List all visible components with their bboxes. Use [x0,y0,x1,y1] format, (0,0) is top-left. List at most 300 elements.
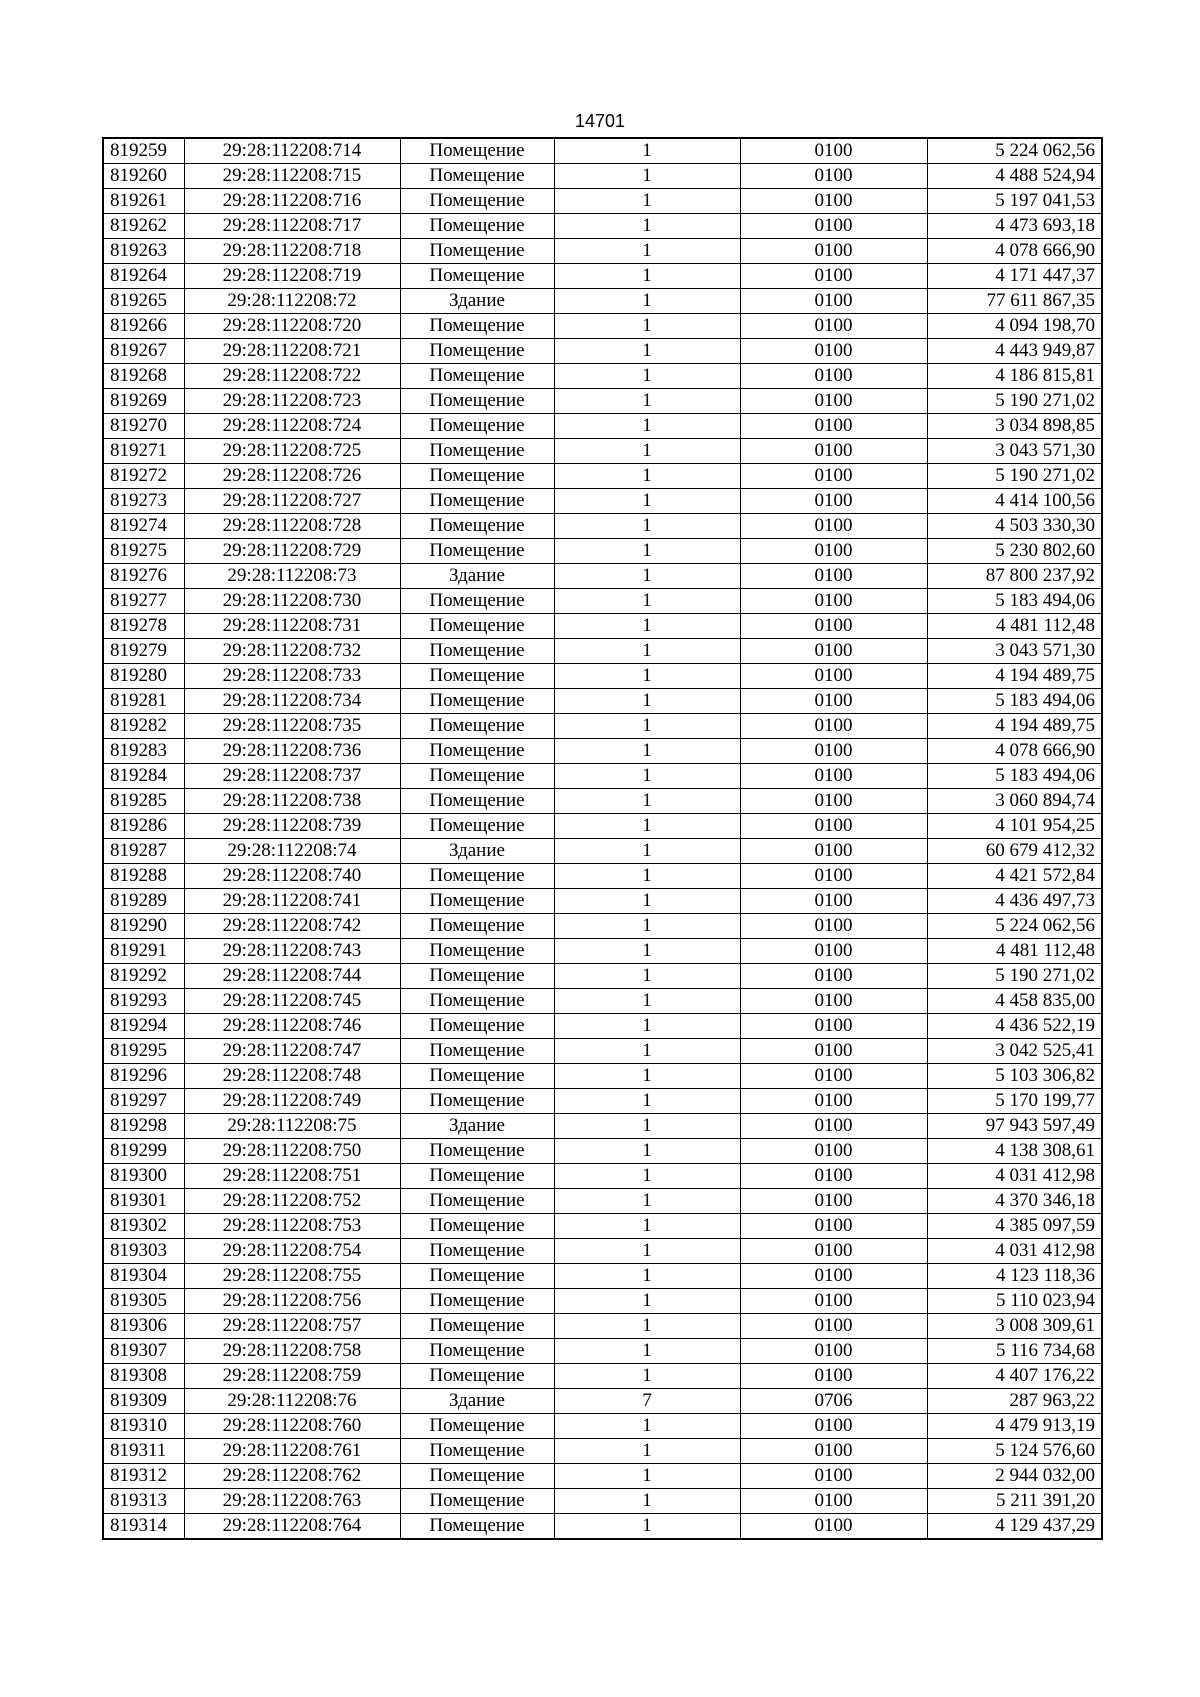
table-row [103,889,1102,914]
table-row [103,739,1102,764]
value-cell: 5 190 271,02 [927,464,1102,489]
code-cell: 0100 [740,1064,927,1089]
table-row [103,914,1102,939]
quantity-cell: 1 [554,989,740,1014]
quantity-cell: 1 [554,1114,740,1139]
quantity-cell: 1 [554,1489,740,1514]
quantity-cell: 1 [554,239,740,264]
value-cell: 4 481 112,48 [927,939,1102,964]
row-number-cell: 819281 [103,689,184,714]
cadastral-number-cell: 29:28:112208:760 [184,1414,400,1439]
code-cell: 0100 [740,764,927,789]
code-cell: 0100 [740,939,927,964]
value-cell: 3 042 525,41 [927,1039,1102,1064]
object-type-cell: Помещение [400,714,554,739]
quantity-cell: 1 [554,1139,740,1164]
quantity-cell: 1 [554,1364,740,1389]
value-cell: 4 078 666,90 [927,739,1102,764]
cadastral-number-cell: 29:28:112208:728 [184,514,400,539]
code-cell: 0100 [740,214,927,239]
quantity-cell: 1 [554,839,740,864]
table-row [103,1264,1102,1289]
code-cell: 0100 [740,639,927,664]
code-cell: 0100 [740,589,927,614]
table-row [103,1439,1102,1464]
value-cell: 5 224 062,56 [927,138,1102,164]
table-row [103,1089,1102,1114]
cadastral-number-cell: 29:28:112208:715 [184,164,400,189]
object-type-cell: Помещение [400,1064,554,1089]
value-cell: 77 611 867,35 [927,289,1102,314]
code-cell: 0100 [740,689,927,714]
code-cell: 0100 [740,1439,927,1464]
row-number-cell: 819272 [103,464,184,489]
code-cell: 0100 [740,138,927,164]
quantity-cell: 1 [554,514,740,539]
object-type-cell: Помещение [400,138,554,164]
value-cell: 5 183 494,06 [927,689,1102,714]
value-cell: 5 183 494,06 [927,589,1102,614]
value-cell: 4 078 666,90 [927,239,1102,264]
code-cell: 0100 [740,1414,927,1439]
quantity-cell: 1 [554,1289,740,1314]
quantity-cell: 1 [554,689,740,714]
code-cell: 0100 [740,439,927,464]
quantity-cell: 1 [554,489,740,514]
cadastral-number-cell: 29:28:112208:763 [184,1489,400,1514]
row-number-cell: 819277 [103,589,184,614]
value-cell: 4 443 949,87 [927,339,1102,364]
cadastral-number-cell: 29:28:112208:730 [184,589,400,614]
code-cell: 0706 [740,1389,927,1414]
cadastral-number-cell: 29:28:112208:74 [184,839,400,864]
table-row [103,1339,1102,1364]
quantity-cell: 1 [554,864,740,889]
object-type-cell: Помещение [400,1089,554,1114]
row-number-cell: 819286 [103,814,184,839]
table-row [103,839,1102,864]
table-row [103,289,1102,314]
table-row [103,489,1102,514]
object-type-cell: Помещение [400,864,554,889]
quantity-cell: 1 [554,1164,740,1189]
table-row [103,138,1102,164]
row-number-cell: 819308 [103,1364,184,1389]
cadastral-number-cell: 29:28:112208:723 [184,389,400,414]
value-cell: 5 103 306,82 [927,1064,1102,1089]
row-number-cell: 819292 [103,964,184,989]
cadastral-number-cell: 29:28:112208:75 [184,1114,400,1139]
table-row [103,1239,1102,1264]
object-type-cell: Помещение [400,1264,554,1289]
table-row [103,1014,1102,1039]
row-number-cell: 819263 [103,239,184,264]
row-number-cell: 819310 [103,1414,184,1439]
table-row [103,364,1102,389]
table-row [103,1314,1102,1339]
code-cell: 0100 [740,889,927,914]
code-cell: 0100 [740,389,927,414]
quantity-cell: 1 [554,714,740,739]
code-cell: 0100 [740,289,927,314]
code-cell: 0100 [740,964,927,989]
row-number-cell: 819313 [103,1489,184,1514]
table-row [103,1214,1102,1239]
quantity-cell: 1 [554,914,740,939]
code-cell: 0100 [740,1289,927,1314]
code-cell: 0100 [740,1114,927,1139]
code-cell: 0100 [740,189,927,214]
page-number: 14701 [574,111,626,131]
table-row [103,1414,1102,1439]
cadastral-number-cell: 29:28:112208:72 [184,289,400,314]
cadastral-number-cell: 29:28:112208:717 [184,214,400,239]
code-cell: 0100 [740,989,927,1014]
code-cell: 0100 [740,1039,927,1064]
quantity-cell: 1 [554,1464,740,1489]
value-cell: 4 503 330,30 [927,514,1102,539]
object-type-cell: Здание [400,1114,554,1139]
value-cell: 4 031 412,98 [927,1239,1102,1264]
table-row [103,1189,1102,1214]
object-type-cell: Помещение [400,1189,554,1214]
quantity-cell: 1 [554,1264,740,1289]
quantity-cell: 1 [554,1514,740,1540]
table-row [103,1164,1102,1189]
object-type-cell: Помещение [400,489,554,514]
cadastral-number-cell: 29:28:112208:721 [184,339,400,364]
cadastral-number-cell: 29:28:112208:757 [184,1314,400,1339]
cadastral-number-cell: 29:28:112208:759 [184,1364,400,1389]
quantity-cell: 1 [554,539,740,564]
cadastral-number-cell: 29:28:112208:762 [184,1464,400,1489]
row-number-cell: 819280 [103,664,184,689]
object-type-cell: Помещение [400,739,554,764]
cadastral-number-cell: 29:28:112208:724 [184,414,400,439]
object-type-cell: Помещение [400,764,554,789]
table-row [103,689,1102,714]
quantity-cell: 1 [554,614,740,639]
object-type-cell: Помещение [400,664,554,689]
value-cell: 4 479 913,19 [927,1414,1102,1439]
code-cell: 0100 [740,814,927,839]
cadastral-number-cell: 29:28:112208:738 [184,789,400,814]
cadastral-number-cell: 29:28:112208:741 [184,889,400,914]
table-row [103,1064,1102,1089]
row-number-cell: 819301 [103,1189,184,1214]
object-type-cell: Помещение [400,1289,554,1314]
value-cell: 4 094 198,70 [927,314,1102,339]
cadastral-number-cell: 29:28:112208:727 [184,489,400,514]
code-cell: 0100 [740,864,927,889]
row-number-cell: 819307 [103,1339,184,1364]
quantity-cell: 1 [554,1039,740,1064]
object-type-cell: Помещение [400,364,554,389]
table-row [103,789,1102,814]
value-cell: 3 008 309,61 [927,1314,1102,1339]
row-number-cell: 819293 [103,989,184,1014]
row-number-cell: 819276 [103,564,184,589]
row-number-cell: 819289 [103,889,184,914]
row-number-cell: 819288 [103,864,184,889]
table-row [103,764,1102,789]
code-cell: 0100 [740,464,927,489]
value-cell: 4 436 497,73 [927,889,1102,914]
cadastral-number-cell: 29:28:112208:749 [184,1089,400,1114]
object-type-cell: Помещение [400,214,554,239]
code-cell: 0100 [740,364,927,389]
table-row [103,189,1102,214]
value-cell: 5 183 494,06 [927,764,1102,789]
cadastral-number-cell: 29:28:112208:739 [184,814,400,839]
object-type-cell: Помещение [400,239,554,264]
table-row [103,1139,1102,1164]
registry-table-body [103,138,1102,1539]
cadastral-number-cell: 29:28:112208:733 [184,664,400,689]
code-cell: 0100 [740,1239,927,1264]
value-cell: 4 123 118,36 [927,1264,1102,1289]
row-number-cell: 819261 [103,189,184,214]
value-cell: 4 129 437,29 [927,1514,1102,1540]
code-cell: 0100 [740,1214,927,1239]
object-type-cell: Помещение [400,989,554,1014]
object-type-cell: Помещение [400,189,554,214]
object-type-cell: Помещение [400,414,554,439]
quantity-cell: 1 [554,214,740,239]
code-cell: 0100 [740,414,927,439]
table-row [103,614,1102,639]
cadastral-number-cell: 29:28:112208:742 [184,914,400,939]
table-row [103,214,1102,239]
value-cell: 4 481 112,48 [927,614,1102,639]
value-cell: 5 170 199,77 [927,1089,1102,1114]
quantity-cell: 1 [554,464,740,489]
table-row [103,1489,1102,1514]
table-row [103,314,1102,339]
object-type-cell: Помещение [400,1514,554,1540]
quantity-cell: 1 [554,439,740,464]
code-cell: 0100 [740,1139,927,1164]
code-cell: 0100 [740,339,927,364]
row-number-cell: 819265 [103,289,184,314]
row-number-cell: 819290 [103,914,184,939]
row-number-cell: 819274 [103,514,184,539]
cadastral-number-cell: 29:28:112208:731 [184,614,400,639]
value-cell: 5 116 734,68 [927,1339,1102,1364]
row-number-cell: 819278 [103,614,184,639]
value-cell: 4 407 176,22 [927,1364,1102,1389]
object-type-cell: Помещение [400,939,554,964]
row-number-cell: 819296 [103,1064,184,1089]
cadastral-number-cell: 29:28:112208:735 [184,714,400,739]
object-type-cell: Помещение [400,889,554,914]
row-number-cell: 819259 [103,138,184,164]
row-number-cell: 819300 [103,1164,184,1189]
value-cell: 4 488 524,94 [927,164,1102,189]
row-number-cell: 819260 [103,164,184,189]
value-cell: 87 800 237,92 [927,564,1102,589]
object-type-cell: Помещение [400,614,554,639]
table-row [103,514,1102,539]
code-cell: 0100 [740,789,927,814]
quantity-cell: 1 [554,1064,740,1089]
value-cell: 4 186 815,81 [927,364,1102,389]
row-number-cell: 819279 [103,639,184,664]
object-type-cell: Помещение [400,964,554,989]
table-row [103,814,1102,839]
row-number-cell: 819305 [103,1289,184,1314]
code-cell: 0100 [740,1314,927,1339]
code-cell: 0100 [740,489,927,514]
cadastral-number-cell: 29:28:112208:748 [184,1064,400,1089]
object-type-cell: Помещение [400,1314,554,1339]
value-cell: 3 043 571,30 [927,439,1102,464]
row-number-cell: 819309 [103,1389,184,1414]
cadastral-number-cell: 29:28:112208:732 [184,639,400,664]
value-cell: 4 031 412,98 [927,1164,1102,1189]
table-row [103,589,1102,614]
object-type-cell: Помещение [400,1139,554,1164]
table-row [103,539,1102,564]
code-cell: 0100 [740,614,927,639]
value-cell: 4 370 346,18 [927,1189,1102,1214]
value-cell: 3 043 571,30 [927,639,1102,664]
value-cell: 5 190 271,02 [927,964,1102,989]
quantity-cell: 1 [554,789,740,814]
code-cell: 0100 [740,564,927,589]
cadastral-number-cell: 29:28:112208:718 [184,239,400,264]
quantity-cell: 1 [554,1239,740,1264]
value-cell: 60 679 412,32 [927,839,1102,864]
object-type-cell: Помещение [400,589,554,614]
object-type-cell: Помещение [400,389,554,414]
row-number-cell: 819283 [103,739,184,764]
table-row [103,564,1102,589]
cadastral-number-cell: 29:28:112208:736 [184,739,400,764]
value-cell: 4 421 572,84 [927,864,1102,889]
row-number-cell: 819311 [103,1439,184,1464]
cadastral-number-cell: 29:28:112208:756 [184,1289,400,1314]
row-number-cell: 819269 [103,389,184,414]
quantity-cell: 1 [554,764,740,789]
row-number-cell: 819262 [103,214,184,239]
object-type-cell: Помещение [400,689,554,714]
cadastral-number-cell: 29:28:112208:758 [184,1339,400,1364]
value-cell: 4 138 308,61 [927,1139,1102,1164]
quantity-cell: 1 [554,1439,740,1464]
value-cell: 4 473 693,18 [927,214,1102,239]
table-row [103,1289,1102,1314]
value-cell: 4 194 489,75 [927,714,1102,739]
row-number-cell: 819299 [103,1139,184,1164]
quantity-cell: 1 [554,814,740,839]
value-cell: 5 124 576,60 [927,1439,1102,1464]
object-type-cell: Помещение [400,464,554,489]
cadastral-number-cell: 29:28:112208:754 [184,1239,400,1264]
table-row [103,1039,1102,1064]
code-cell: 0100 [740,264,927,289]
cadastral-number-cell: 29:28:112208:755 [184,1264,400,1289]
code-cell: 0100 [740,914,927,939]
object-type-cell: Помещение [400,339,554,364]
table-row [103,714,1102,739]
table-row [103,1364,1102,1389]
object-type-cell: Здание [400,564,554,589]
code-cell: 0100 [740,1364,927,1389]
row-number-cell: 819285 [103,789,184,814]
cadastral-number-cell: 29:28:112208:750 [184,1139,400,1164]
value-cell: 4 194 489,75 [927,664,1102,689]
code-cell: 0100 [740,1014,927,1039]
row-number-cell: 819270 [103,414,184,439]
value-cell: 97 943 597,49 [927,1114,1102,1139]
code-cell: 0100 [740,839,927,864]
row-number-cell: 819295 [103,1039,184,1064]
table-row [103,464,1102,489]
value-cell: 5 211 391,20 [927,1489,1102,1514]
value-cell: 4 101 954,25 [927,814,1102,839]
table-row [103,964,1102,989]
table-row [103,239,1102,264]
quantity-cell: 1 [554,889,740,914]
row-number-cell: 819297 [103,1089,184,1114]
value-cell: 5 230 802,60 [927,539,1102,564]
object-type-cell: Помещение [400,1439,554,1464]
table-row [103,339,1102,364]
cadastral-number-cell: 29:28:112208:764 [184,1514,400,1540]
row-number-cell: 819282 [103,714,184,739]
code-cell: 0100 [740,664,927,689]
row-number-cell: 819271 [103,439,184,464]
code-cell: 0100 [740,739,927,764]
code-cell: 0100 [740,1164,927,1189]
quantity-cell: 1 [554,414,740,439]
code-cell: 0100 [740,539,927,564]
value-cell: 5 224 062,56 [927,914,1102,939]
quantity-cell: 1 [554,264,740,289]
code-cell: 0100 [740,714,927,739]
table-row [103,264,1102,289]
row-number-cell: 819291 [103,939,184,964]
cadastral-number-cell: 29:28:112208:729 [184,539,400,564]
value-cell: 4 436 522,19 [927,1014,1102,1039]
object-type-cell: Помещение [400,814,554,839]
code-cell: 0100 [740,1514,927,1540]
cadastral-number-cell: 29:28:112208:719 [184,264,400,289]
row-number-cell: 819303 [103,1239,184,1264]
object-type-cell: Помещение [400,1239,554,1264]
table-row [103,439,1102,464]
quantity-cell: 1 [554,289,740,314]
cadastral-number-cell: 29:28:112208:725 [184,439,400,464]
code-cell: 0100 [740,1464,927,1489]
code-cell: 0100 [740,1189,927,1214]
value-cell: 5 190 271,02 [927,389,1102,414]
quantity-cell: 1 [554,1314,740,1339]
object-type-cell: Помещение [400,164,554,189]
object-type-cell: Помещение [400,1014,554,1039]
row-number-cell: 819267 [103,339,184,364]
row-number-cell: 819302 [103,1214,184,1239]
value-cell: 4 414 100,56 [927,489,1102,514]
quantity-cell: 1 [554,389,740,414]
row-number-cell: 819304 [103,1264,184,1289]
table-row [103,1389,1102,1414]
row-number-cell: 819284 [103,764,184,789]
object-type-cell: Помещение [400,264,554,289]
cadastral-number-cell: 29:28:112208:73 [184,564,400,589]
value-cell: 3 060 894,74 [927,789,1102,814]
